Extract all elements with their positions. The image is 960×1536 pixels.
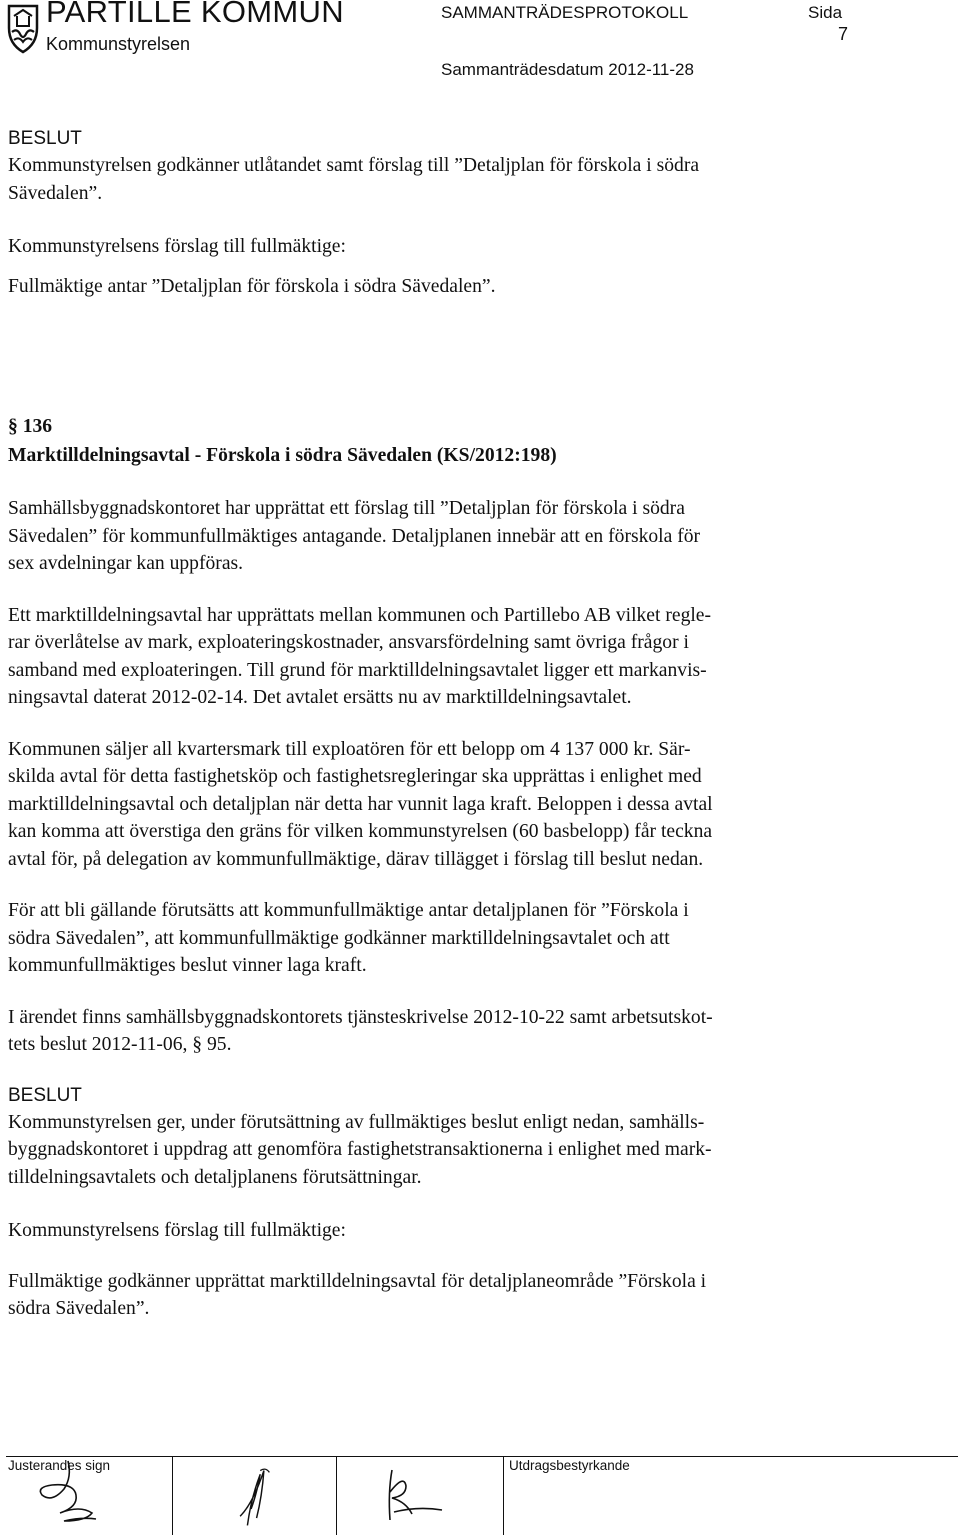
page-header bbox=[0, 0, 960, 90]
text-line: ningsavtal daterat 2012-02-14. Det avtalet ersätts nu av marktilldelningsavtalet. bbox=[8, 687, 632, 708]
decision-text bbox=[8, 1109, 952, 1192]
decision-text bbox=[8, 152, 952, 207]
text-line: marktilldelningsavtal och detaljplan när detta har vunnit laga kraft. Beloppen i dessa avtal bbox=[8, 793, 713, 815]
proposal-text: Fullmäktige antar ”Detaljplan för förskola i södra Sävedalen”. bbox=[8, 275, 496, 297]
text-line: avtal för, på delegation av kommunfullmäktige, därav tillägget i förslag till beslut nedan. bbox=[8, 848, 704, 870]
decision-heading: BESLUT bbox=[8, 128, 82, 149]
decision-line: Kommunstyrelsen godkänner utlåtandet samt förslag till ”Detaljplan för förskola i södra bbox=[8, 155, 700, 176]
municipal-crest-icon bbox=[6, 2, 40, 54]
section-title: Marktilldelningsavtal - Förskola i södra Sävedalen (KS/2012:198) bbox=[8, 445, 557, 466]
proposal-label: Kommunstyrelsens förslag till fullmäktige: bbox=[8, 1220, 346, 1241]
page-label: Sida bbox=[808, 3, 843, 22]
text-line: kan komma att överstiga den gräns för vilken kommunstyrelsen (60 basbelopp) får teckna bbox=[8, 821, 713, 842]
decision-line: Sävedalen”. bbox=[8, 182, 103, 204]
page-number: 7 bbox=[838, 24, 849, 44]
text-line: skilda avtal för detta fastighetsköp och fastighetsregleringar ska upprättas i enlighet med bbox=[8, 766, 702, 787]
footer-divider bbox=[503, 1457, 504, 1535]
footer-divider bbox=[172, 1457, 173, 1535]
text-line: Samhällsbyggnadskontoret har upprättat ett förslag till ”Detaljplan för förskola i södra bbox=[8, 498, 685, 519]
signature-3-icon bbox=[370, 1462, 450, 1532]
decision-heading: BESLUT bbox=[8, 1084, 82, 1106]
body-paragraph bbox=[8, 1004, 952, 1059]
footer-divider bbox=[336, 1457, 337, 1535]
organization-unit: Kommunstyrelsen bbox=[46, 34, 191, 54]
text-line: Fullmäktige godkänner upprättat marktilldelningsavtal för detaljplaneområde ”Förskola i bbox=[8, 1270, 707, 1292]
body-paragraph bbox=[8, 897, 952, 980]
meeting-date: Sammanträdesdatum 2012-11-28 bbox=[441, 60, 694, 79]
text-line: tilldelningsavtalets och detaljplanens förutsättningar. bbox=[8, 1166, 422, 1188]
body-paragraph bbox=[8, 736, 952, 874]
justerandes-sign-label: Justerandes sign bbox=[8, 1458, 111, 1473]
utdragsbestyrkande-label: Utdragsbestyrkande bbox=[509, 1458, 630, 1473]
proposal-text bbox=[8, 1268, 952, 1323]
body-paragraph bbox=[8, 495, 952, 578]
text-line: Sävedalen” för kommunfullmäktiges antagande. Detaljplanen innebär att en förskola för bbox=[8, 525, 701, 547]
document-type: SAMMANTRÄDESPROTOKOLL bbox=[441, 3, 689, 22]
text-line: byggnadskontoret i uppdrag att genomföra fastighetstransaktionerna i enlighet med mark- bbox=[8, 1139, 712, 1160]
text-line: rar överlåtelse av mark, exploateringskostnader, ansvarsfördelning samt övriga frågor i bbox=[8, 632, 689, 653]
text-line: Kommunen säljer all kvartersmark till exploatören för ett belopp om 4 137 000 kr. Sär- bbox=[8, 738, 691, 760]
organization-name: PARTILLE KOMMUN bbox=[46, 0, 344, 29]
footer-rule bbox=[6, 1456, 958, 1457]
body-paragraph bbox=[8, 602, 952, 712]
text-line: För att bli gällande förutsätts att kommunfullmäktige antar detaljplanen för ”Förskola i bbox=[8, 900, 689, 921]
text-line: tets beslut 2012-11-06, § 95. bbox=[8, 1034, 232, 1055]
text-line: sex avdelningar kan uppföras. bbox=[8, 553, 244, 574]
text-line: Ett marktilldelningsavtal har upprättats mellan kommunen och Partillebo AB vilket regle- bbox=[8, 604, 712, 626]
text-line: kommunfullmäktiges beslut vinner laga kraft. bbox=[8, 955, 367, 976]
text-line: Kommunstyrelsen ger, under förutsättning av fullmäktiges beslut enligt nedan, samhälls- bbox=[8, 1111, 705, 1133]
signature-2-icon bbox=[220, 1460, 284, 1536]
section-136 bbox=[8, 413, 952, 1323]
text-line: I ärendet finns samhällsbyggnadskontorets tjänsteskrivelse 2012-10-22 samt arbetsutskot- bbox=[8, 1006, 713, 1028]
signature-1-icon bbox=[30, 1452, 110, 1528]
signature-footer bbox=[6, 1446, 960, 1536]
text-line: södra Sävedalen”, att kommunfullmäktige godkänner marktilldelningsavtalet och att bbox=[8, 927, 670, 949]
text-line: södra Sävedalen”. bbox=[8, 1298, 150, 1319]
proposal-label: Kommunstyrelsens förslag till fullmäktige: bbox=[8, 236, 346, 257]
document-body bbox=[8, 125, 952, 1323]
section-number: § 136 bbox=[8, 416, 53, 437]
text-line: samband med exploateringen. Till grund för marktilldelningsavtalet ligger ett markanvis- bbox=[8, 659, 707, 681]
